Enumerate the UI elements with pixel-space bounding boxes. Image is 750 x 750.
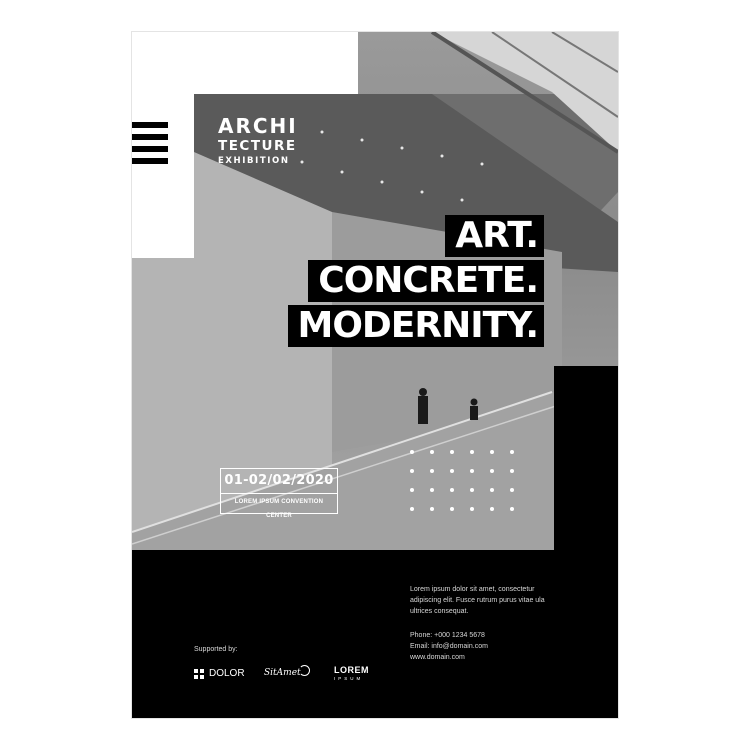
grid-dot [490,469,494,473]
grid-dot [490,450,494,454]
logo-line-3: EXHIBITION [218,155,290,166]
headline-line-1: ART. [445,215,544,257]
logo-line-1: ARCHI [218,114,298,138]
contact-info [410,630,560,663]
contact-website: www.domain.com [410,654,465,661]
sponsor-lorem-logo [334,665,369,681]
grid-dot [470,507,474,511]
headline-line-3: MODERNITY. [288,305,545,347]
grid-dot [430,488,434,492]
supported-by-label: Supported by: [194,646,238,653]
grid-dot [470,450,474,454]
stripes-decoration-right [582,588,618,630]
event-date: 01-02/02/2020 [221,469,337,494]
contact-phone: Phone: +000 1234 5678 [410,632,485,639]
ring-icon [299,665,310,676]
grid-dot [470,488,474,492]
grid-dot [450,450,454,454]
grid-dot [510,450,514,454]
poster [132,32,618,718]
dot-grid-decoration [410,450,530,520]
event-date-box [220,468,338,519]
grid-dot [510,488,514,492]
contact-email: Email: info@domain.com [410,643,488,650]
grid-dot [410,450,414,454]
grid-dot [430,469,434,473]
grid-dot [490,488,494,492]
sponsor-dolor-logo [194,668,245,679]
grid-dot [430,450,434,454]
sponsor-lorem-subtext: IPSUM [334,676,364,681]
headline-line-2: CONCRETE. [308,260,544,302]
grid-dot [410,469,414,473]
grid-dot [430,507,434,511]
sponsor-sitamet-logo [264,668,310,678]
black-accent-block [554,366,618,550]
stripes-decoration-left [132,122,168,164]
grid-dot [510,507,514,511]
grid-dot [450,507,454,511]
grid-dot [410,507,414,511]
exhibition-logo [218,116,298,165]
sponsor-sitamet-text: SitAmet [264,668,301,678]
grid-icon [194,669,204,679]
event-venue: LOREM IPSUM CONVENTION CENTER [234,499,324,519]
grid-dot [470,469,474,473]
grid-dot [450,469,454,473]
sponsor-lorem-text: LOREM [334,665,369,675]
sponsor-dolor-text: DOLOR [209,668,245,679]
grid-dot [490,507,494,511]
grid-dot [410,488,414,492]
grid-dot [510,469,514,473]
description-text: Lorem ipsum dolor sit amet, consectetur adipiscing elit. Fusce rutrum purus vitae ula ultrices consequat. [410,586,545,615]
grid-dot [450,488,454,492]
logo-line-2: TECTURE [218,138,297,154]
